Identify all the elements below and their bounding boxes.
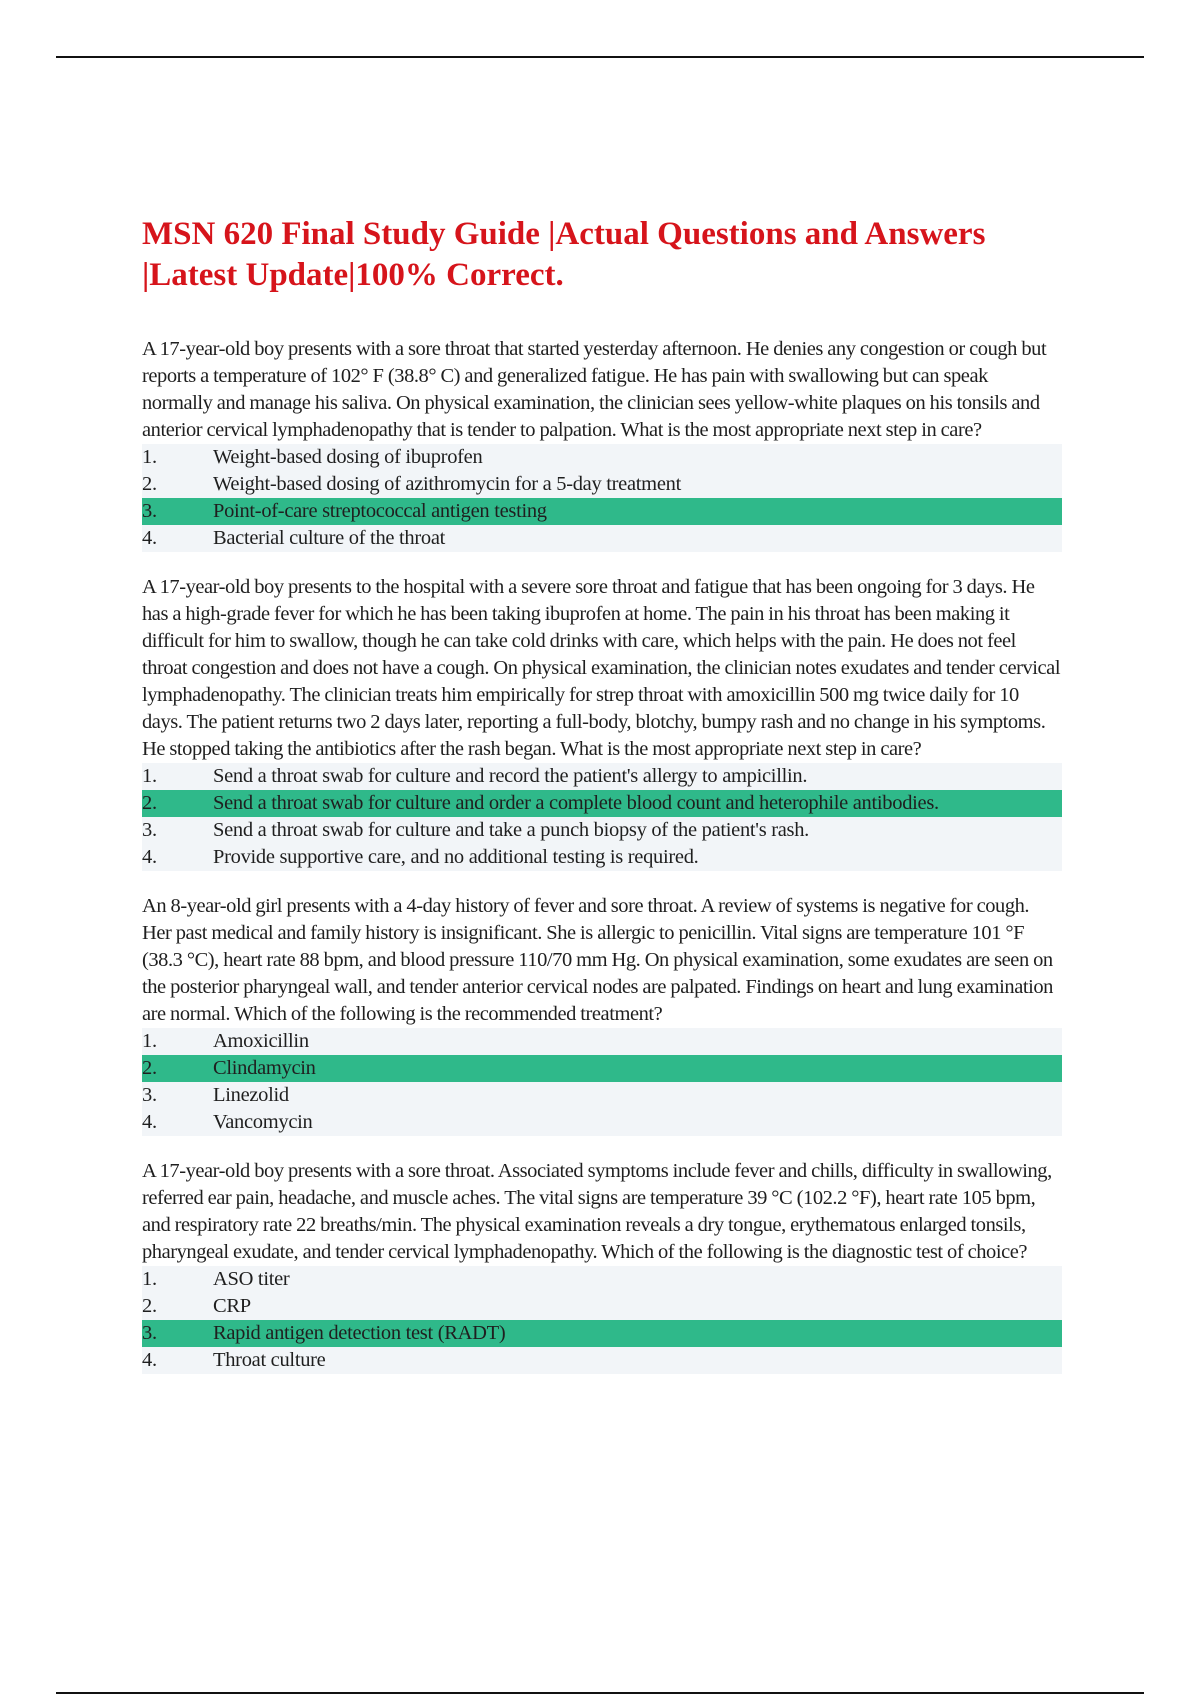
option-text: Send a throat swab for culture and order a complete blood count and heterophile antibodies.	[213, 792, 939, 814]
question-stem: A 17-year-old boy presents with a sore throat that started yesterday afternoon. He denies any congestion or cough but reports a temperature of 102° F (38.8° C) and generalized fatigue. He has pain with swallowing but can speak normally and manage his saliva. On physical examination, the clinician sees yellow-white plaques on his tonsils and anterior cervical lymphadenopathy that is tender to palpation. What is the most appropriate next step in care?	[142, 338, 1047, 441]
option-text: Clindamycin	[213, 1057, 316, 1079]
option-number: 2.	[142, 473, 157, 495]
answer-options	[142, 444, 1062, 552]
option-text: ASO titer	[213, 1268, 290, 1290]
option-number: 1.	[142, 446, 157, 468]
option-number: 4.	[142, 527, 157, 549]
correct-answer-option[interactable]	[142, 790, 1062, 817]
correct-answer-option[interactable]	[142, 1055, 1062, 1082]
answer-options	[142, 1266, 1062, 1374]
option-text: Vancomycin	[213, 1111, 313, 1133]
answer-option[interactable]	[142, 1028, 1062, 1055]
option-number: 2.	[142, 1295, 157, 1317]
header-rule	[56, 56, 1144, 58]
option-text: Rapid antigen detection test (RADT)	[213, 1322, 506, 1344]
option-text: Weight-based dosing of ibuprofen	[213, 446, 483, 468]
option-text: CRP	[213, 1295, 251, 1317]
answer-option[interactable]	[142, 1347, 1062, 1374]
answer-options	[142, 1028, 1062, 1136]
question-2	[142, 574, 1062, 871]
study-guide-page	[142, 214, 1062, 1396]
footer-rule	[56, 1692, 1144, 1694]
answer-option[interactable]	[142, 1293, 1062, 1320]
option-text: Throat culture	[213, 1349, 326, 1371]
answer-option[interactable]	[142, 1082, 1062, 1109]
answer-option[interactable]	[142, 844, 1062, 871]
option-number: 1.	[142, 765, 157, 787]
answer-option[interactable]	[142, 817, 1062, 844]
option-number: 3.	[142, 819, 157, 841]
correct-answer-option[interactable]	[142, 498, 1062, 525]
option-text: Linezolid	[213, 1084, 289, 1106]
answer-option[interactable]	[142, 444, 1062, 471]
answer-option[interactable]	[142, 471, 1062, 498]
option-number: 4.	[142, 1111, 157, 1133]
answer-option[interactable]	[142, 1109, 1062, 1136]
correct-answer-option[interactable]	[142, 1320, 1062, 1347]
option-text: Weight-based dosing of azithromycin for a 5-day treatment	[213, 473, 681, 495]
option-number: 2.	[142, 1057, 157, 1079]
option-text: Amoxicillin	[213, 1030, 309, 1052]
question-stem: An 8-year-old girl presents with a 4-day history of fever and sore throat. A review of systems is negative for cough. Her past medical and family history is insignificant. She is allergic to penicillin. Vital signs are temperature 101 °F (38.3 °C), heart rate 88 bpm, and blood pressure 110/70 mm Hg. On physical examination, some exudates are seen on the posterior pharyngeal wall, and tender anterior cervical nodes are palpated. Findings on heart and lung examination are normal. Which of the following is the recommended treatment?	[142, 895, 1053, 1025]
option-text: Send a throat swab for culture and take a punch biopsy of the patient's rash.	[213, 819, 809, 841]
option-number: 4.	[142, 846, 157, 868]
question-stem: A 17-year-old boy presents with a sore throat. Associated symptoms include fever and chills, difficulty in swallowing, referred ear pain, headache, and muscle aches. The vital signs are temperature 39 °C (102.2 °F), heart rate 105 bpm, and respiratory rate 22 breaths/min. The physical examination reveals a dry tongue, erythematous enlarged tonsils, pharyngeal exudate, and tender cervical lymphadenopathy. Which of the following is the diagnostic test of choice?	[142, 1160, 1052, 1263]
question-1	[142, 336, 1062, 552]
option-text: Provide supportive care, and no additional testing is required.	[213, 846, 699, 868]
question-stem: A 17-year-old boy presents to the hospital with a severe sore throat and fatigue that has been ongoing for 3 days. He has a high-grade fever for which he has been taking ibuprofen at home. The pain in his throat has been making it difficult for him to swallow, though he can take cold drinks with care, which helps with the pain. He does not feel throat congestion and does not have a cough. On physical examination, the clinician notes exudates and tender cervical lymphadenopathy. The clinician treats him empirically for strep throat with amoxicillin 500 mg twice daily for 10 days. The patient returns two 2 days later, reporting a full-body, blotchy, bumpy rash and no change in his symptoms. He stopped taking the antibiotics after the rash began. What is the most appropriate next step in care?	[142, 576, 1061, 760]
option-number: 3.	[142, 500, 157, 522]
option-number: 3.	[142, 1084, 157, 1106]
option-text: Point-of-care streptococcal antigen testing	[213, 500, 547, 522]
question-3	[142, 893, 1062, 1136]
option-number: 1.	[142, 1268, 157, 1290]
option-number: 4.	[142, 1349, 157, 1371]
document-title: MSN 620 Final Study Guide |Actual Questions and Answers |Latest Update|100% Correct.	[142, 216, 986, 293]
option-number: 3.	[142, 1322, 157, 1344]
option-text: Send a throat swab for culture and record the patient's allergy to ampicillin.	[213, 765, 808, 787]
option-text: Bacterial culture of the throat	[213, 527, 446, 549]
answer-option[interactable]	[142, 1266, 1062, 1293]
question-4	[142, 1158, 1062, 1374]
answer-option[interactable]	[142, 525, 1062, 552]
answer-option[interactable]	[142, 763, 1062, 790]
option-number: 2.	[142, 792, 157, 814]
option-number: 1.	[142, 1030, 157, 1052]
answer-options	[142, 763, 1062, 871]
